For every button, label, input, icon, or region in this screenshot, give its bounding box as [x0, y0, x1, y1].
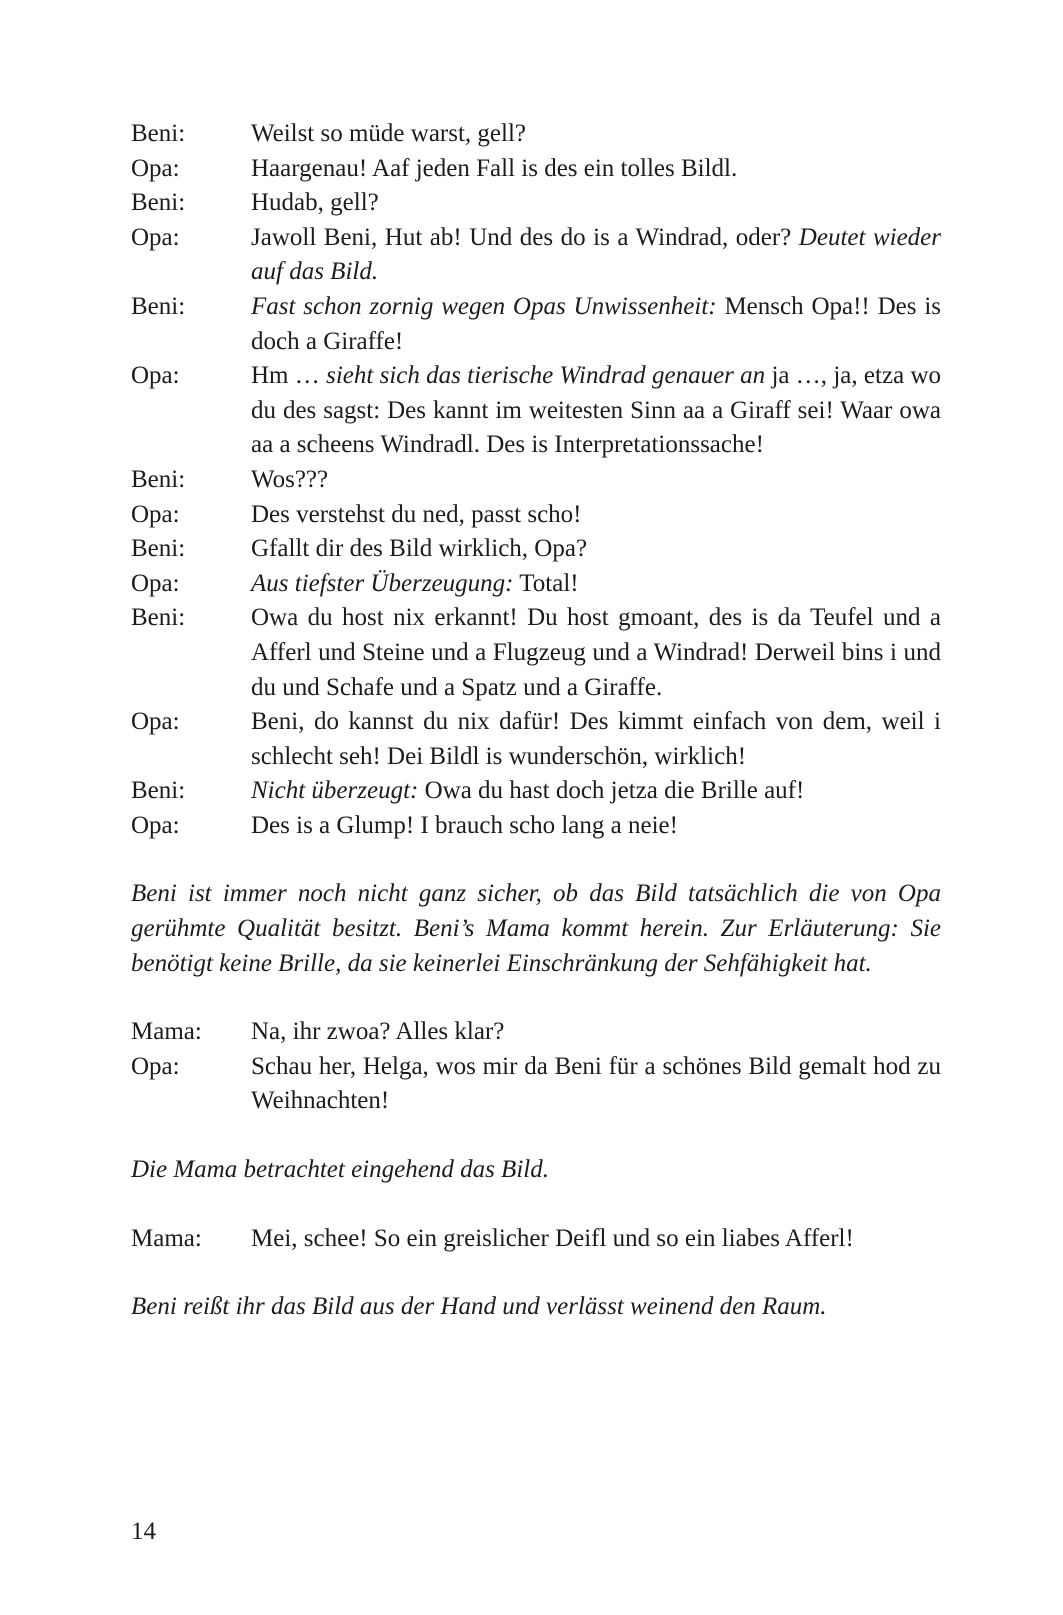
speaker-name: Opa: — [131, 708, 180, 736]
speech-segment: Des is a Glump! I brauch scho lang a neie! — [251, 811, 678, 839]
speaker-name: Opa: — [131, 500, 180, 528]
speaker-name: Beni: — [131, 292, 186, 320]
spacer — [131, 843, 941, 877]
dialogue-line — [131, 705, 941, 774]
dialogue-line — [131, 186, 941, 221]
speaker-name: Beni: — [131, 604, 186, 632]
dialogue-section-3 — [131, 1222, 941, 1257]
speaker-name: Beni: — [131, 120, 186, 147]
dialogue-line — [131, 152, 941, 187]
speech-text — [251, 774, 941, 809]
dialogue-section-2 — [131, 1015, 941, 1119]
speech-text — [251, 809, 941, 844]
dialogue-line — [131, 1050, 941, 1119]
dialogue-line — [131, 498, 941, 533]
dialogue-line — [131, 1015, 941, 1050]
speech-segment: Schau her, Helga, wos mir da Beni für a schönes Bild gemalt hod zu Weihnachten! — [251, 1052, 941, 1115]
speaker-name: Beni: — [131, 189, 186, 217]
dialogue-line — [131, 359, 941, 463]
speech-segment: Hudab, gell? — [251, 189, 379, 217]
speech-text — [251, 1015, 941, 1050]
stage-direction-1: Beni ist immer noch nicht ganz sicher, ob das Bild tatsächlich die von Opa gerühmte Qualität besitzt. Beni’s Mama kommt herein. Zur Erläuterung: Sie benötigt keine Brille, da sie keinerlei Einschränkung der Sehfähigkeit hat. — [131, 880, 941, 977]
stage-note: Nicht überzeugt: — [251, 777, 419, 805]
speech-text — [251, 532, 941, 567]
speech-segment: Total! — [513, 569, 579, 597]
speech-text — [251, 463, 941, 498]
speech-text — [251, 1222, 941, 1257]
speech-segment: Mensch Opa!! Des is doch a Giraffe! — [251, 292, 941, 355]
speech-segment: Hm … — [251, 362, 327, 390]
spacer — [131, 1188, 941, 1222]
spacer — [131, 1119, 941, 1153]
speaker-name: Beni: — [131, 777, 186, 805]
speaker-name: Opa: — [131, 569, 180, 597]
speaker-name: Beni: — [131, 465, 186, 493]
speech-segment: Gfallt dir des Bild wirklich, Opa? — [251, 535, 588, 563]
speaker-name: Mama: — [131, 1224, 202, 1252]
dialogue-line — [131, 1222, 941, 1257]
speech-segment: Na, ihr zwoa? Alles klar? — [251, 1018, 505, 1046]
dialogue-section-1 — [131, 117, 941, 843]
stage-note: Fast schon zornig wegen Opas Unwissenheit: — [251, 292, 717, 320]
speaker-name: Opa: — [131, 362, 180, 390]
dialogue-line — [131, 290, 941, 359]
speech-text — [251, 359, 941, 463]
speaker-name: Opa: — [131, 154, 180, 182]
stage-note: Deutet wieder auf das Bild. — [251, 223, 941, 286]
speech-segment: Mei, schee! So ein greislicher Deifl und so ein liabes Afferl! — [251, 1224, 854, 1252]
dialogue-line — [131, 532, 941, 567]
speech-segment: Wos??? — [251, 465, 329, 493]
speech-text — [251, 117, 941, 152]
speech-text — [251, 567, 941, 602]
speech-segment: Beni, do kannst du nix dafür! Des kimmt einfach von dem, weil i schlecht seh! Dei Bildl is wunderschön, wirklich! — [251, 708, 941, 770]
speech-text — [251, 152, 941, 187]
speech-text — [251, 601, 941, 705]
text-block — [131, 117, 941, 1325]
dialogue-line — [131, 601, 941, 705]
speech-text — [251, 498, 941, 533]
stage-direction-3: Beni reißt ihr das Bild aus der Hand und verlässt weinend den Raum. — [131, 1293, 827, 1321]
speech-segment: Haargenau! Aaf jeden Fall is des ein tolles Bildl. — [251, 154, 738, 182]
dialogue-line — [131, 221, 941, 290]
spacer — [131, 981, 941, 1015]
page-number: 14 — [131, 1518, 156, 1545]
speech-text — [251, 221, 941, 290]
stage-note: Aus tiefster Überzeugung: — [251, 569, 514, 597]
speech-text — [251, 290, 941, 359]
dialogue-line — [131, 117, 941, 152]
speech-segment: ja …, ja, etza wo du des sagst: Des kannt im weitesten Sinn aa a Giraff sei! Waar owa aa a scheens Windradl. Des is Interpretationssache! — [251, 362, 942, 459]
dialogue-line — [131, 463, 941, 498]
speaker-name: Mama: — [131, 1018, 202, 1046]
speech-segment: Owa du host nix erkannt! Du host gmoant, des is da Teufel und a Afferl und Steine und a Flugzeug und a Windrad! Derweil bins i und du und Schafe und a Spatz und a Giraffe. — [251, 604, 941, 701]
speaker-name: Opa: — [131, 223, 180, 251]
speech-text — [251, 705, 941, 774]
speech-segment: Jawoll Beni, Hut ab! Und des do is a Windrad, oder? — [251, 223, 799, 251]
stage-note: sieht sich das tierische Windrad genauer an — [326, 362, 766, 390]
speech-text — [251, 1050, 941, 1119]
dialogue-line — [131, 809, 941, 844]
dialogue-line — [131, 567, 941, 602]
speaker-name: Beni: — [131, 535, 186, 563]
dialogue-line — [131, 774, 941, 809]
stage-direction-2: Die Mama betrachtet eingehend das Bild. — [131, 1156, 549, 1184]
spacer — [131, 1256, 941, 1290]
speech-segment: Owa du hast doch jetza die Brille auf! — [418, 777, 805, 805]
speech-segment: Weilst so müde warst, gell? — [251, 120, 527, 147]
speaker-name: Opa: — [131, 811, 180, 839]
speech-text — [251, 186, 941, 221]
speaker-name: Opa: — [131, 1052, 180, 1080]
speech-segment: Des verstehst du ned, passt scho! — [251, 500, 582, 528]
